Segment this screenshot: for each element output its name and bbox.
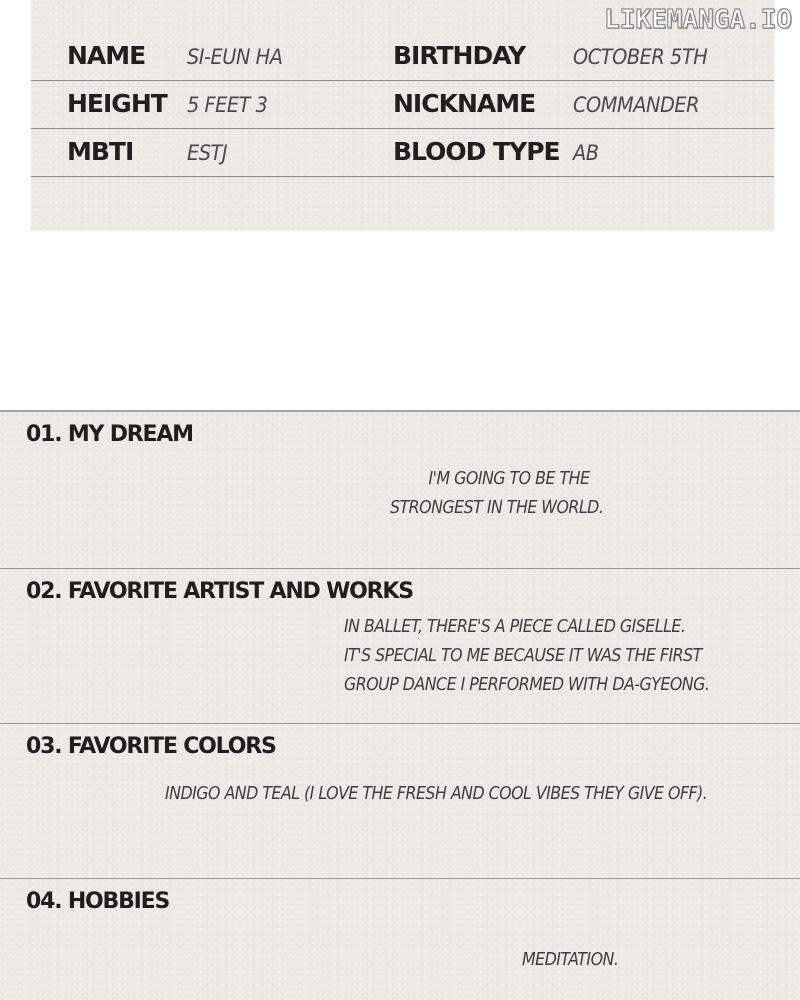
answer-line: IT'S SPECIAL TO ME BECAUSE IT WAS THE FIRST (344, 645, 702, 666)
qa-section-colors (0, 724, 800, 879)
answer-line: INDIGO AND TEAL (I LOVE THE FRESH AND COOL VIBES THEY GIVE OFF). (165, 783, 708, 804)
qa-section-hobbies (0, 879, 800, 1000)
blood-type-value: AB (573, 141, 599, 165)
qa-title-dream: 01. MY DREAM (26, 422, 193, 447)
profile-row-name (31, 33, 774, 81)
answer-line: STRONGEST IN THE WORLD. (390, 497, 604, 518)
birthday-label: BIRTHDAY (393, 41, 526, 70)
qa-sheet (0, 410, 800, 1000)
qa-answer-dream (390, 464, 603, 522)
qa-answer-hobbies (522, 945, 618, 974)
qa-title-hobbies: 04. HOBBIES (26, 889, 170, 914)
qa-answer-colors (165, 779, 707, 808)
nickname-value: COMMANDER (573, 93, 700, 117)
answer-line: GROUP DANCE I PERFORMED WITH DA-GYEONG. (344, 674, 710, 695)
height-value: 5 FEET 3 (187, 93, 268, 117)
birthday-value: OCTOBER 5TH (573, 45, 708, 69)
qa-section-dream (0, 412, 800, 569)
nickname-label: NICKNAME (393, 89, 536, 118)
answer-line: I'M GOING TO BE THE (428, 468, 590, 489)
qa-answer-artist (344, 612, 709, 699)
mbti-label: MBTI (67, 137, 134, 166)
qa-section-artist (0, 569, 800, 724)
mbti-value: ESTJ (187, 141, 228, 165)
name-label: NAME (67, 41, 146, 70)
height-label: HEIGHT (67, 89, 167, 118)
profile-row-mbti (31, 129, 774, 177)
site-watermark: LIKEMANGA.IO (604, 5, 792, 35)
answer-line: MEDITATION. (522, 949, 619, 970)
profile-row-height (31, 81, 774, 129)
answer-line: IN BALLET, THERE'S A PIECE CALLED GISELLE. (344, 616, 686, 637)
qa-title-colors: 03. FAVORITE COLORS (26, 734, 276, 759)
name-value: SI-EUN HA (187, 45, 283, 69)
blood-type-label: BLOOD TYPE (393, 137, 560, 166)
qa-title-artist: 02. FAVORITE ARTIST AND WORKS (26, 579, 413, 604)
